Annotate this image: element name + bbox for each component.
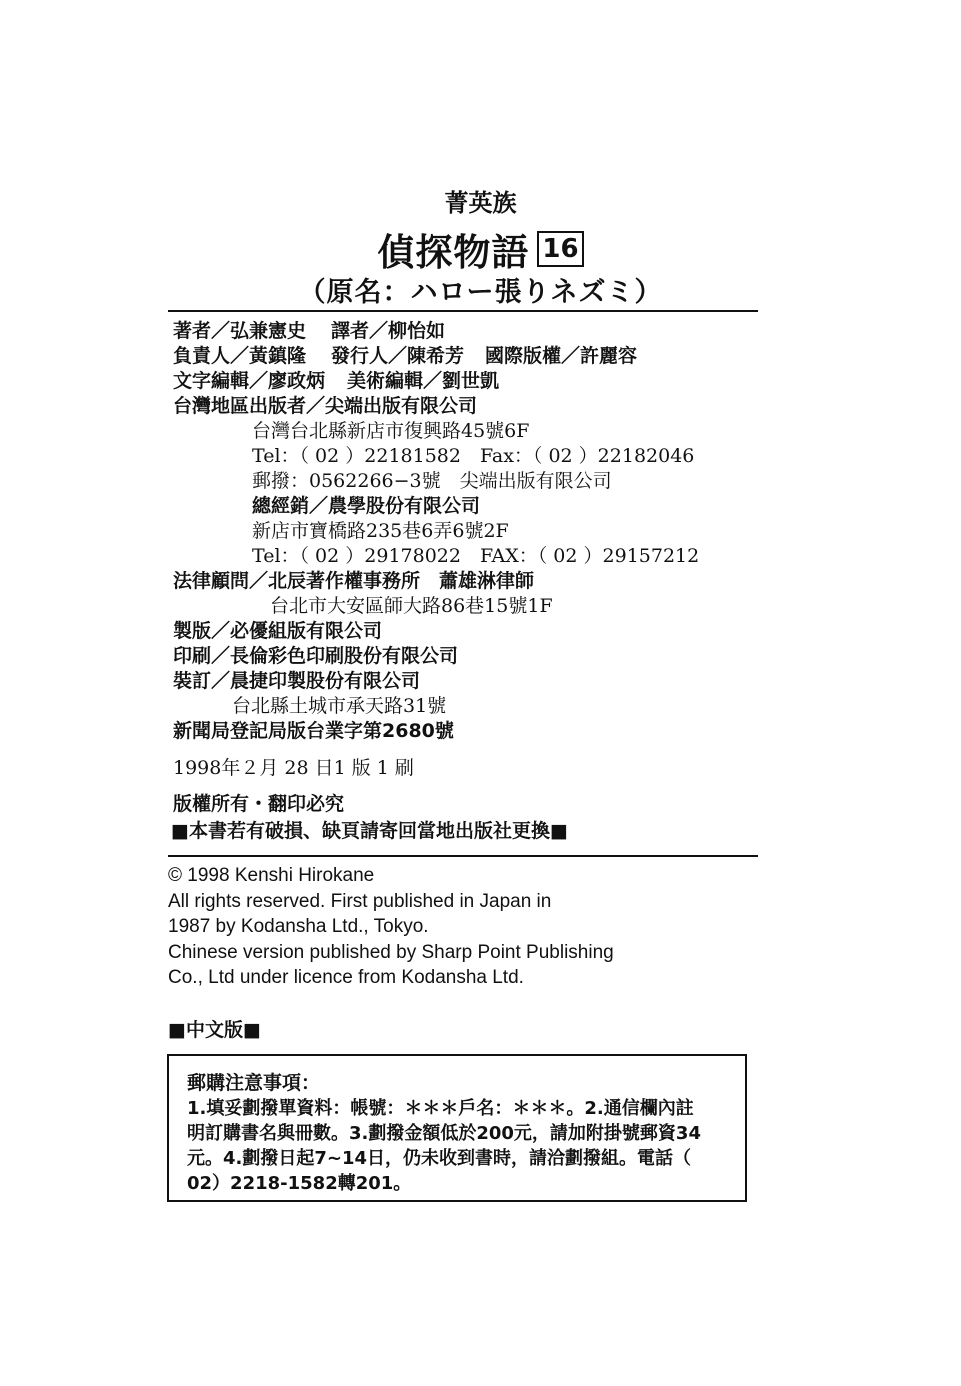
binder-address: 台北縣土城市承天路31號 xyxy=(232,695,447,717)
english-line: Chinese version published by Sharp Point Publishing xyxy=(168,941,614,963)
mail-order-line: 明訂購書名與冊數。3.劃撥金額低於200元，請加附掛號郵資34 xyxy=(187,1123,701,1144)
translator-credit: 譯者／柳怡如 xyxy=(331,320,446,342)
legal-advisor: 法律顧問／北辰著作權事務所 蕭雄淋律師 xyxy=(173,570,535,592)
copyright-notice-cn: 版權所有・翻印必究 xyxy=(173,793,345,815)
distributor-phone: Tel：（ 02 ）29178022 FAX：（ 02 ）29157212 xyxy=(252,545,700,567)
mail-order-title: 郵購注意事項： xyxy=(187,1072,321,1094)
edition-date: 1998年２月 28 日1 版 1 刷 xyxy=(173,757,414,779)
mail-order-line: 02）2218-1582轉201。 xyxy=(187,1173,412,1194)
text-editor-credit: 文字編輯／廖政炳 xyxy=(173,370,326,392)
english-line: 1987 by Kodansha Ltd., Tokyo. xyxy=(168,916,429,938)
author-credit: 著者／弘兼憲史 xyxy=(173,320,307,342)
chinese-edition-label: ■中文版■ xyxy=(168,1019,261,1041)
postal-account: 郵撥：0562266−3號 尖端出版有限公司 xyxy=(252,470,612,492)
english-line: Co., Ltd under licence from Kodansha Ltd. xyxy=(168,967,524,989)
series-name: 菁英族 xyxy=(444,189,517,217)
responsible-credit: 負責人／黃鎮隆 xyxy=(173,345,307,367)
damage-notice: ■本書若有破損、缺頁請寄回當地出版社更換■ xyxy=(171,820,568,842)
legal-address: 台北市大安區師大路86巷15號1F xyxy=(270,595,553,617)
mail-order-notice-box xyxy=(167,1054,747,1202)
publisher-phone: Tel：（ 02 ）22181582 Fax：（ 02 ）22182046 xyxy=(252,445,695,467)
printer: 印刷／長倫彩色印刷股份有限公司 xyxy=(173,645,459,667)
top-divider xyxy=(168,310,758,312)
english-copyright xyxy=(168,863,614,991)
plate-maker: 製版／必優組版有限公司 xyxy=(173,620,383,642)
mail-order-body xyxy=(187,1096,701,1196)
publisher-person-credit: 發行人／陳希芳 xyxy=(331,345,465,367)
volume-number: 16 xyxy=(537,231,583,267)
mail-order-line: 元。4.劃撥日起7∼14日，仍未收到書時，請洽劃撥組。電話（ xyxy=(187,1148,692,1169)
taiwan-publisher: 台灣地區出版者／尖端出版有限公司 xyxy=(173,395,478,417)
publisher-address: 台灣台北縣新店市復興路45號6F xyxy=(252,420,530,442)
registration-number: 新聞局登記局版台業字第2680號 xyxy=(173,720,454,742)
distributor: 總經銷／農學股份有限公司 xyxy=(252,495,481,517)
binder: 裝訂／晨捷印製股份有限公司 xyxy=(173,670,421,692)
middle-divider xyxy=(168,855,758,857)
rights-credit: 國際版權／許麗容 xyxy=(485,345,638,367)
distributor-address: 新店市寶橋路235巷6弄6號2F xyxy=(252,520,509,542)
english-line: All rights reserved. First published in Japan in xyxy=(168,890,552,912)
original-title: （原名：ハロー張りネズミ） xyxy=(298,277,663,308)
english-line: © 1998 Kenshi Hirokane xyxy=(168,865,375,886)
mail-order-line: 1.填妥劃撥單資料：帳號：＊＊＊戶名：＊＊＊。2.通信欄內註 xyxy=(187,1098,694,1119)
book-title: 偵探物語 xyxy=(377,231,530,274)
art-editor-credit: 美術編輯／劉世凱 xyxy=(347,370,500,392)
title-row xyxy=(0,222,961,276)
